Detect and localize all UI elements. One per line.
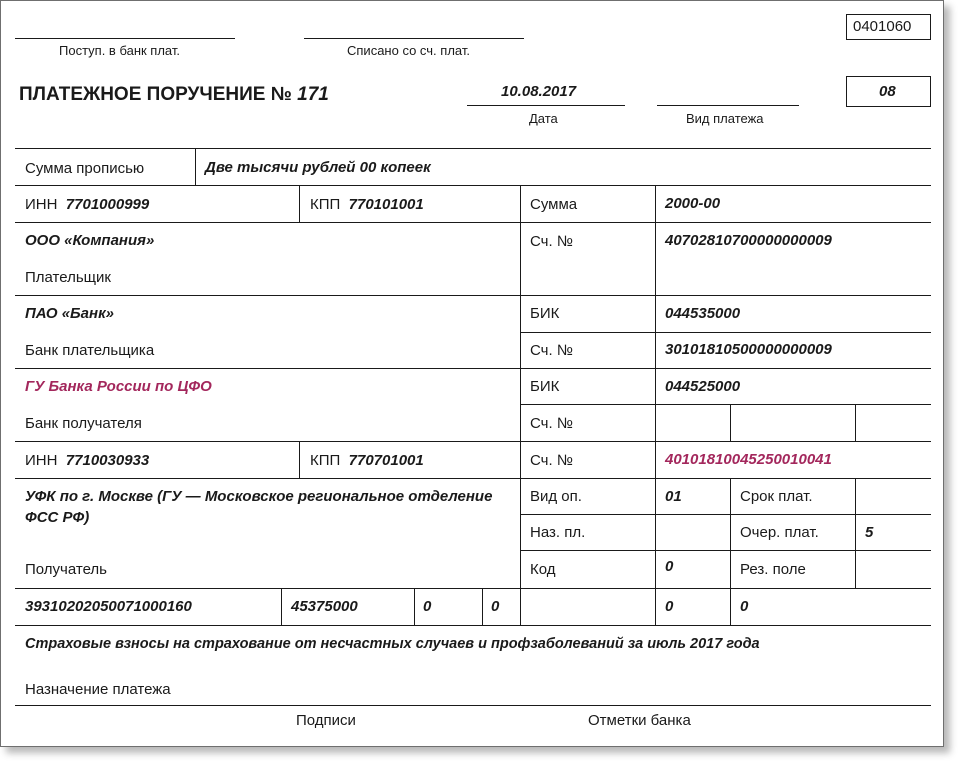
grid-line (15, 705, 931, 706)
recipient-account: 40101810045250010041 (665, 451, 832, 468)
grid-line (15, 148, 931, 149)
recipient-name-line2: ФСС РФ) (25, 509, 90, 526)
tax-field-6: 0 (740, 598, 749, 615)
recipient-kpp-value: 770701001 (348, 452, 424, 469)
document-title (19, 84, 329, 106)
term-label: Срок плат. (740, 488, 813, 505)
tax-field-5: 0 (665, 598, 674, 615)
code-label: Код (530, 561, 556, 578)
purpose-code-label: Наз. пл. (530, 524, 586, 541)
grid-line (520, 550, 931, 551)
received-label: Поступ. в банк плат. (59, 43, 181, 58)
op-type-label: Вид оп. (530, 488, 582, 505)
payer-kpp-label: КПП (310, 196, 341, 213)
grid-line (281, 588, 282, 625)
title-text: ПЛАТЕЖНОЕ ПОРУЧЕНИЕ № (19, 84, 292, 105)
oktmo-value: 45375000 (291, 598, 358, 615)
payer-role-label: Плательщик (25, 269, 111, 286)
grid-line (520, 404, 931, 405)
purpose-text: Страховые взносы на страхование от несчастных случаев и профзаболеваний за июль 2017 года (25, 636, 760, 652)
grid-line (520, 514, 931, 515)
kbk-value: 39310202050071000160 (25, 598, 192, 615)
form-code: 0401060 (853, 18, 912, 35)
grid-line (15, 625, 931, 626)
bank-marks-label: Отметки банка (588, 712, 691, 729)
recipient-name-line1: УФК по г. Москве (ГУ — Московское региональное отделение (25, 488, 493, 505)
grid-line (299, 185, 300, 222)
signatures-label: Подписи (296, 712, 356, 729)
payer-bank-account-label: Сч. № (530, 342, 573, 359)
grid-line (855, 478, 856, 588)
tax-field-4: 0 (491, 598, 500, 615)
grid-line (299, 441, 300, 478)
payer-account-label: Сч. № (530, 233, 573, 250)
payment-type-line (657, 105, 799, 106)
grid-line (655, 185, 656, 625)
recipient-account-label: Сч. № (530, 452, 573, 469)
amount-words-value: Две тысячи рублей 00 копеек (205, 159, 431, 176)
payer-inn-value: 7701000999 (65, 196, 150, 213)
grid-line (855, 404, 856, 441)
debited-label: Списано со сч. плат. (347, 43, 470, 58)
grid-line (15, 185, 931, 186)
payer-inn-label: ИНН (25, 196, 58, 213)
grid-line (15, 368, 931, 369)
date-label: Дата (529, 111, 558, 126)
code-value: 0 (665, 558, 674, 575)
grid-line (15, 478, 931, 479)
recipient-bank-bik-label: БИК (530, 378, 560, 395)
grid-line (730, 404, 731, 441)
recipient-bank-name: ГУ Банка России по ЦФО (25, 378, 212, 395)
amount-words-label: Сумма прописью (25, 160, 145, 177)
payer-kpp (310, 196, 424, 214)
received-line (15, 38, 235, 39)
document-date: 10.08.2017 (501, 83, 577, 100)
payment-type-label: Вид платежа (686, 111, 764, 126)
payer-bank-bik-label: БИК (530, 305, 560, 322)
recipient-bank-role-label: Банк получателя (25, 415, 142, 432)
sum-label: Сумма (530, 196, 578, 213)
recipient-kpp (310, 452, 424, 470)
recipient-bank-account-label: Сч. № (530, 415, 573, 432)
op-type-value: 01 (665, 488, 682, 505)
recipient-role-label: Получатель (25, 561, 107, 578)
recipient-inn (25, 452, 149, 470)
grid-line (414, 588, 415, 625)
sum-value: 2000-00 (665, 195, 721, 212)
payer-bank-role-label: Банк плательщика (25, 342, 155, 359)
priority-label: Очер. плат. (740, 524, 819, 541)
grid-line (482, 588, 483, 625)
payer-bank-account: 30101810500000000009 (665, 341, 832, 358)
payer-bank-bik: 044535000 (665, 305, 741, 322)
grid-line (520, 185, 521, 625)
recipient-inn-label: ИНН (25, 452, 58, 469)
document-number: 171 (297, 84, 329, 105)
grid-line (520, 332, 931, 333)
recipient-kpp-label: КПП (310, 452, 341, 469)
grid-line (15, 295, 931, 296)
grid-line (15, 222, 931, 223)
priority-value: 5 (865, 524, 874, 541)
payer-kpp-value: 770101001 (348, 196, 424, 213)
purpose-label: Назначение платежа (25, 681, 171, 698)
payer-bank-name: ПАО «Банк» (25, 305, 115, 322)
tax-field-3: 0 (423, 598, 432, 615)
grid-line (15, 441, 931, 442)
recipient-inn-value: 7710030933 (65, 452, 150, 469)
grid-line (195, 148, 196, 185)
grid-line (15, 588, 931, 589)
date-line (467, 105, 625, 106)
grid-line (730, 478, 731, 625)
payer-account: 40702810700000000009 (665, 232, 832, 249)
payer-name: ООО «Компания» (25, 232, 155, 249)
reserve-label: Рез. поле (740, 561, 806, 578)
status-code: 08 (879, 83, 896, 100)
debited-line (304, 38, 524, 39)
payer-inn (25, 196, 149, 214)
recipient-bank-bik: 044525000 (665, 378, 741, 395)
